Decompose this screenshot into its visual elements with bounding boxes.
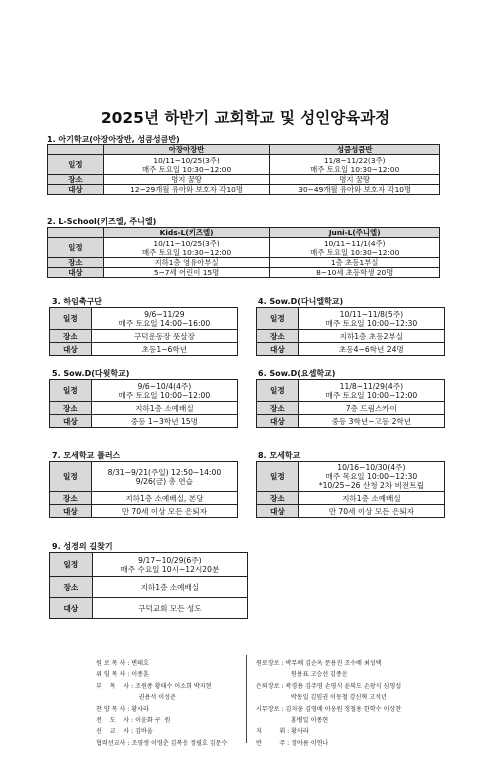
- section-1-heading: 1. 아기학교(아장아장반, 성큼성큼반): [47, 135, 180, 144]
- section-6-heading: 6. Sow.D(요셉학교): [258, 369, 336, 378]
- row-label: 장소: [50, 577, 93, 598]
- schedule-cell: 10/11~10/25(3주) 매주 토요일 10:30~12:00: [103, 155, 270, 175]
- row-label: 대상: [257, 415, 299, 428]
- footer-line: 찬 양 목 사 : 황사라: [96, 705, 149, 713]
- row-label: 장소: [50, 402, 92, 415]
- row-label: 대상: [48, 185, 104, 195]
- section-8-heading: 8. 모세학교: [258, 451, 301, 460]
- page-title: 2025년 하반기 교회학교 및 성인양육과정: [100, 109, 391, 127]
- place-cell: 구덕운동장 풋살장: [91, 330, 237, 343]
- section-8-table: [256, 461, 445, 518]
- footer-line: 시무장로 : 김지웅 김영배 이웅원 정철용 한학수 이상찬: [256, 705, 402, 713]
- place-cell: 명지 꿈땅: [270, 175, 440, 185]
- section-3-heading: 3. 하임축구단: [52, 297, 103, 306]
- row-label: 일정: [257, 308, 299, 330]
- place-cell: 지하1층 소예배실, 본당: [91, 492, 237, 505]
- row-label: 대상: [48, 268, 104, 278]
- row-label: 장소: [257, 402, 299, 415]
- section-9-heading: 9. 성경의 길찾기: [52, 542, 113, 551]
- place-cell: 7층 드림스카이: [298, 402, 444, 415]
- place-cell: 지하1층 소예배실: [298, 492, 444, 505]
- footer-line: 박동일 김임권 이동철 강신혁 고석년: [256, 694, 387, 702]
- col-header: Juni-L(주니엘): [270, 228, 440, 238]
- schedule-cell: 8/31~9/21(주일) 12:50~14:00 9/26(금) 총 연습: [91, 462, 237, 492]
- row-label: 일정: [48, 238, 104, 258]
- section-6-table: [256, 379, 445, 428]
- target-cell: 중등 1~3학년 15명: [91, 415, 237, 428]
- target-cell: 30~49개월 유아와 보호자 각10명: [270, 185, 440, 195]
- place-cell: 1층 초등1부실: [270, 258, 440, 268]
- section-7-heading: 7. 모세학교 플러스: [52, 451, 121, 460]
- row-label: 대상: [50, 343, 92, 356]
- footer-elder-list: [256, 658, 401, 749]
- schedule-cell: 10/11~10/25(3주) 매주 토요일 10:30~12:00: [103, 238, 270, 258]
- row-label: 장소: [50, 492, 92, 505]
- place-cell: 지하1층 소예배실: [92, 577, 247, 598]
- footer-line: 홍병일 이종현: [256, 717, 329, 725]
- schedule-cell: 11/8~11/22(3주) 매주 토요일 10:30~12:00: [270, 155, 440, 175]
- row-label: 일정: [50, 553, 93, 577]
- footer-line: 원 로 목 사 : 변태호: [96, 660, 149, 667]
- row-label: 일정: [48, 155, 104, 175]
- footer-staff-list: [96, 658, 227, 749]
- schedule-cell: 9/6~11/29 매주 토요일 14:00~16:00: [91, 308, 237, 330]
- footer-line: 반 주 : 정아름 이연나: [256, 739, 329, 747]
- target-cell: 초등4~6학년 24명: [298, 343, 444, 356]
- footer-line: 위 임 목 사 : 이종훈: [96, 671, 149, 679]
- row-label: 장소: [257, 492, 299, 505]
- section-2-table: [47, 227, 440, 278]
- row-label: 일정: [50, 380, 92, 402]
- target-cell: 5~7세 어린이 15명: [103, 268, 270, 278]
- place-cell: 지하1층 영유아부실: [103, 258, 270, 268]
- section-1-table: [47, 144, 440, 195]
- schedule-cell: 10/16~10/30(4주) 매주 목요일 10:00~12:30 *10/25~26 산청 2차 비전트립: [298, 462, 444, 492]
- section-7-table: [49, 461, 238, 518]
- footer-line: 전 도 사 : 이윤화 구 원: [96, 717, 171, 725]
- target-cell: 만 70세 이상 모든 은퇴자: [91, 505, 237, 518]
- col-header: 성큼성큼반: [270, 145, 440, 155]
- row-label: 장소: [48, 258, 104, 268]
- row-label: 대상: [50, 415, 92, 428]
- schedule-cell: 11/8~11/29(4주) 매주 토요일 10:00~12:00: [298, 380, 444, 402]
- row-label: 일정: [50, 308, 92, 330]
- section-9-table: [49, 552, 248, 619]
- row-label: 대상: [257, 505, 299, 518]
- place-cell: 지하1층 소예배실: [91, 402, 237, 415]
- row-label: 대상: [257, 343, 299, 356]
- row-label: 장소: [257, 330, 299, 343]
- place-cell: 지하1층 초등2부실: [298, 330, 444, 343]
- target-cell: 12~29개월 유아와 보호자 각10명: [103, 185, 270, 195]
- schedule-cell: 9/17~10/29(6주) 매주 수요일 10시~12시20분: [92, 553, 247, 577]
- place-cell: 명지 꿈땅: [103, 175, 270, 185]
- col-header: 아장아장반: [103, 145, 270, 155]
- row-label: 일정: [257, 462, 299, 492]
- footer-line: 선 교 사 : 김바울: [96, 728, 153, 736]
- footer-line: 원용표 고승선 김종운: [256, 671, 348, 679]
- row-label: 대상: [50, 505, 92, 518]
- section-5-table: [49, 379, 238, 428]
- row-label: 대상: [50, 598, 93, 619]
- section-4-heading: 4. Sow.D(다니엘학교): [258, 297, 344, 306]
- footer-line: 부 목 사 : 조원종 황태수 이소희 박지현: [96, 682, 212, 690]
- schedule-cell: 9/6~10/4(4주) 매주 토요일 10:00~12:00: [91, 380, 237, 402]
- row-label: 장소: [48, 175, 104, 185]
- col-header: Kids-L(키즈엘): [103, 228, 270, 238]
- footer-line: 원로장로 : 박무배 김순옥 문용진 조수배 최성택: [256, 660, 382, 667]
- schedule-cell: 10/11~11/1(4주) 매주 토요일 10:30~12:00: [270, 238, 440, 258]
- footer-divider: [246, 655, 247, 743]
- row-label: 일정: [257, 380, 299, 402]
- schedule-cell: 10/11~11/8(5주) 매주 토요일 10:00~12:30: [298, 308, 444, 330]
- target-cell: 8~10세 초등학생 20명: [270, 268, 440, 278]
- target-cell: 초등1~6학년: [91, 343, 237, 356]
- section-3-table: [49, 307, 238, 356]
- footer-line: 권용석 이성준: [96, 694, 176, 702]
- footer-line: 협력선교사 : 조영생 이영춘 김복응 정필호 김문수: [96, 739, 228, 747]
- row-label: 장소: [50, 330, 92, 343]
- section-4-table: [256, 307, 445, 356]
- footer-line: 은퇴장로 : 곽경용 김주영 손영식 윤의도 손광식 심영섭: [256, 682, 402, 690]
- row-label: 일정: [50, 462, 92, 492]
- section-2-heading: 2. L-School(키즈엘, 주니엘): [47, 217, 157, 226]
- target-cell: 구덕교회 모든 성도: [92, 598, 247, 619]
- section-5-heading: 5. Sow.D(다윗학교): [52, 369, 130, 378]
- target-cell: 만 70세 이상 모든 은퇴자: [298, 505, 444, 518]
- footer-line: 지 휘 : 황사라: [256, 728, 309, 736]
- target-cell: 중등 3학년~고등 2학년: [298, 415, 444, 428]
